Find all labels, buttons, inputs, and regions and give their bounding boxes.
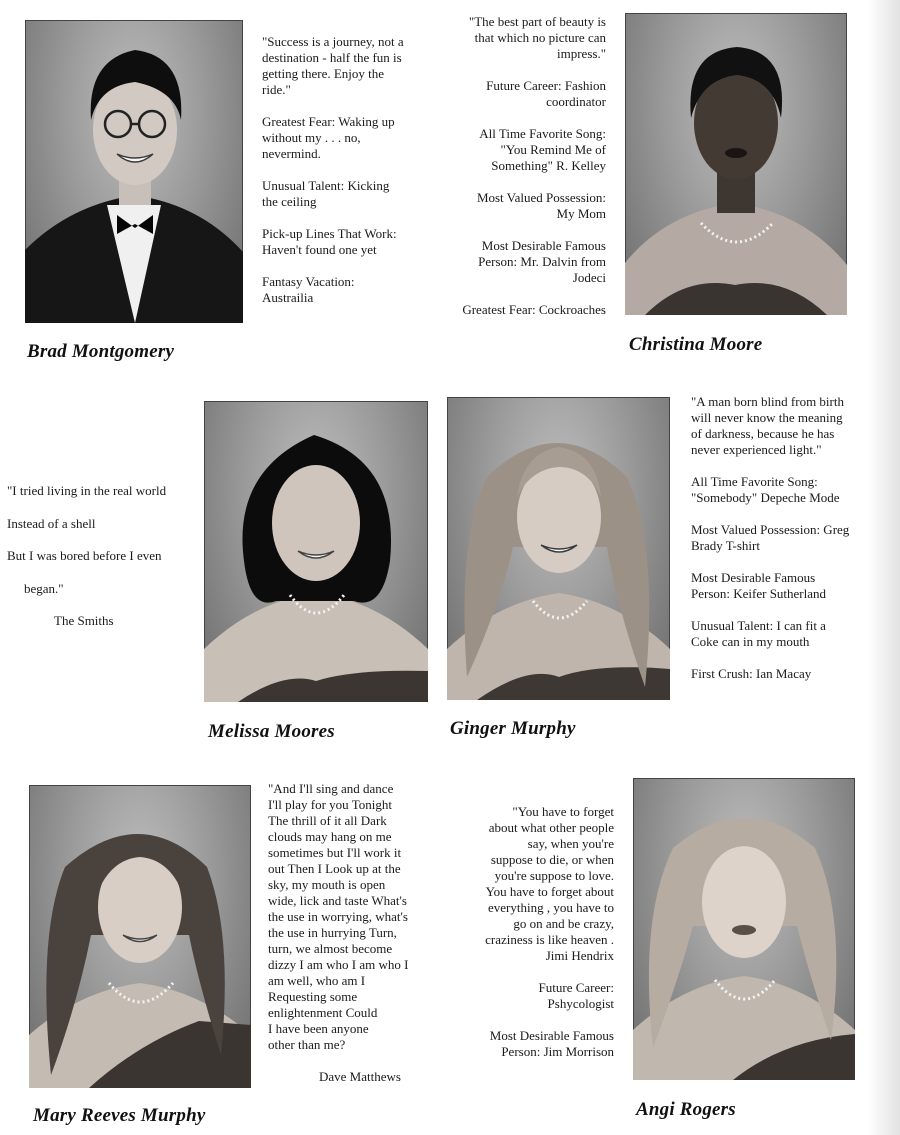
student-bio [268,781,448,1101]
student-name: Melissa Moores [208,721,335,742]
bio-entry: Greatest Fear: Waking up without my . . . no, nevermind. [262,114,395,161]
bio-entry: First Crush: Ian Macay [691,666,812,681]
student-portrait-mary-reeves-murphy [29,785,251,1088]
bio-entry: Most Valued Possession: My Mom [476,190,606,221]
student-bio [7,483,197,646]
quote-attribution: The Smiths [54,613,114,628]
bio-entry: Most Desirable Famous Person: Mr. Dalvin from Jodeci [478,238,606,285]
senior-quote: "The best part of beauty is that which no picture can impress." [468,14,606,61]
senior-quote: "A man born blind from birth will never know the meaning of darkness, because he has never experienced light." [691,394,844,457]
senior-quote-line: "I tried living in the real world [7,483,167,498]
student-name: Ginger Murphy [450,718,576,739]
bio-entry: All Time Favorite Song: "Somebody" Depeche Mode [691,474,840,505]
student-name: Mary Reeves Murphy [33,1105,206,1126]
student-portrait-angi-rogers [633,778,855,1080]
bio-entry: Greatest Fear: Cockroaches [462,302,606,317]
student-portrait-melissa-moores [204,401,428,702]
senior-quote-line: Instead of a shell [7,515,96,531]
bio-entry: Unusual Talent: Kicking the ceiling [262,178,390,209]
bio-entry: All Time Favorite Song: "You Remind Me of Something" R. Kelley [479,126,606,173]
senior-quote-line: began." [24,580,64,596]
bio-entry: Future Career: Pshycologist [538,980,614,1011]
bio-entry: Unusual Talent: I can fit a Coke can in my mouth [691,618,826,649]
senior-quote: "Success is a journey, not a destination - half the fun is getting there. Enjoy the ride." [262,34,404,97]
senior-quote-line: But I was bored before I even [7,548,162,563]
student-name: Brad Montgomery [27,341,175,362]
student-name: Christina Moore [629,334,763,355]
student-bio [440,804,614,1076]
page-binding-shadow [868,0,900,1135]
student-portrait-ginger-murphy [447,397,670,700]
senior-quote: "And I'll sing and dance I'll play for you Tonight The thrill of it all Dark clouds may hang on me sometimes but I'll work it out Then I Look up at the sky, my mouth is open wide, lick and taste What's the use in worrying, what's the use in hurrying Turn, turn, we almost become dizzy I am who I am who I am well, who am I Requesting some enlightenment Could I have been anyone other than me? [268,781,409,1052]
quote-attribution: Dave Matthews [319,1069,401,1084]
bio-entry: Future Career: Fashion coordinator [486,78,606,109]
bio-entry: Most Desirable Famous Person: Keifer Sutherland [691,570,827,601]
senior-quote: "You have to forget about what other people say, when you're suppose to die, or when you're suppose to love. You have to forget about everything , you have to go on and be crazy, craziness is like heaven . Jimi Hendrix [485,804,614,963]
bio-entry: Most Desirable Famous Person: Jim Morrison [489,1028,614,1059]
bio-entry: Fantasy Vacation: Austrailia [262,274,355,305]
student-portrait-brad-montgomery [25,20,243,323]
student-bio [440,14,606,334]
student-bio [691,394,866,698]
student-portrait-christina-moore [625,13,847,315]
bio-entry: Pick-up Lines That Work: Haven't found one yet [262,226,397,257]
student-bio [262,34,432,322]
bio-entry: Most Valued Possession: Greg Brady T-shirt [691,522,850,553]
student-name: Angi Rogers [636,1099,736,1120]
